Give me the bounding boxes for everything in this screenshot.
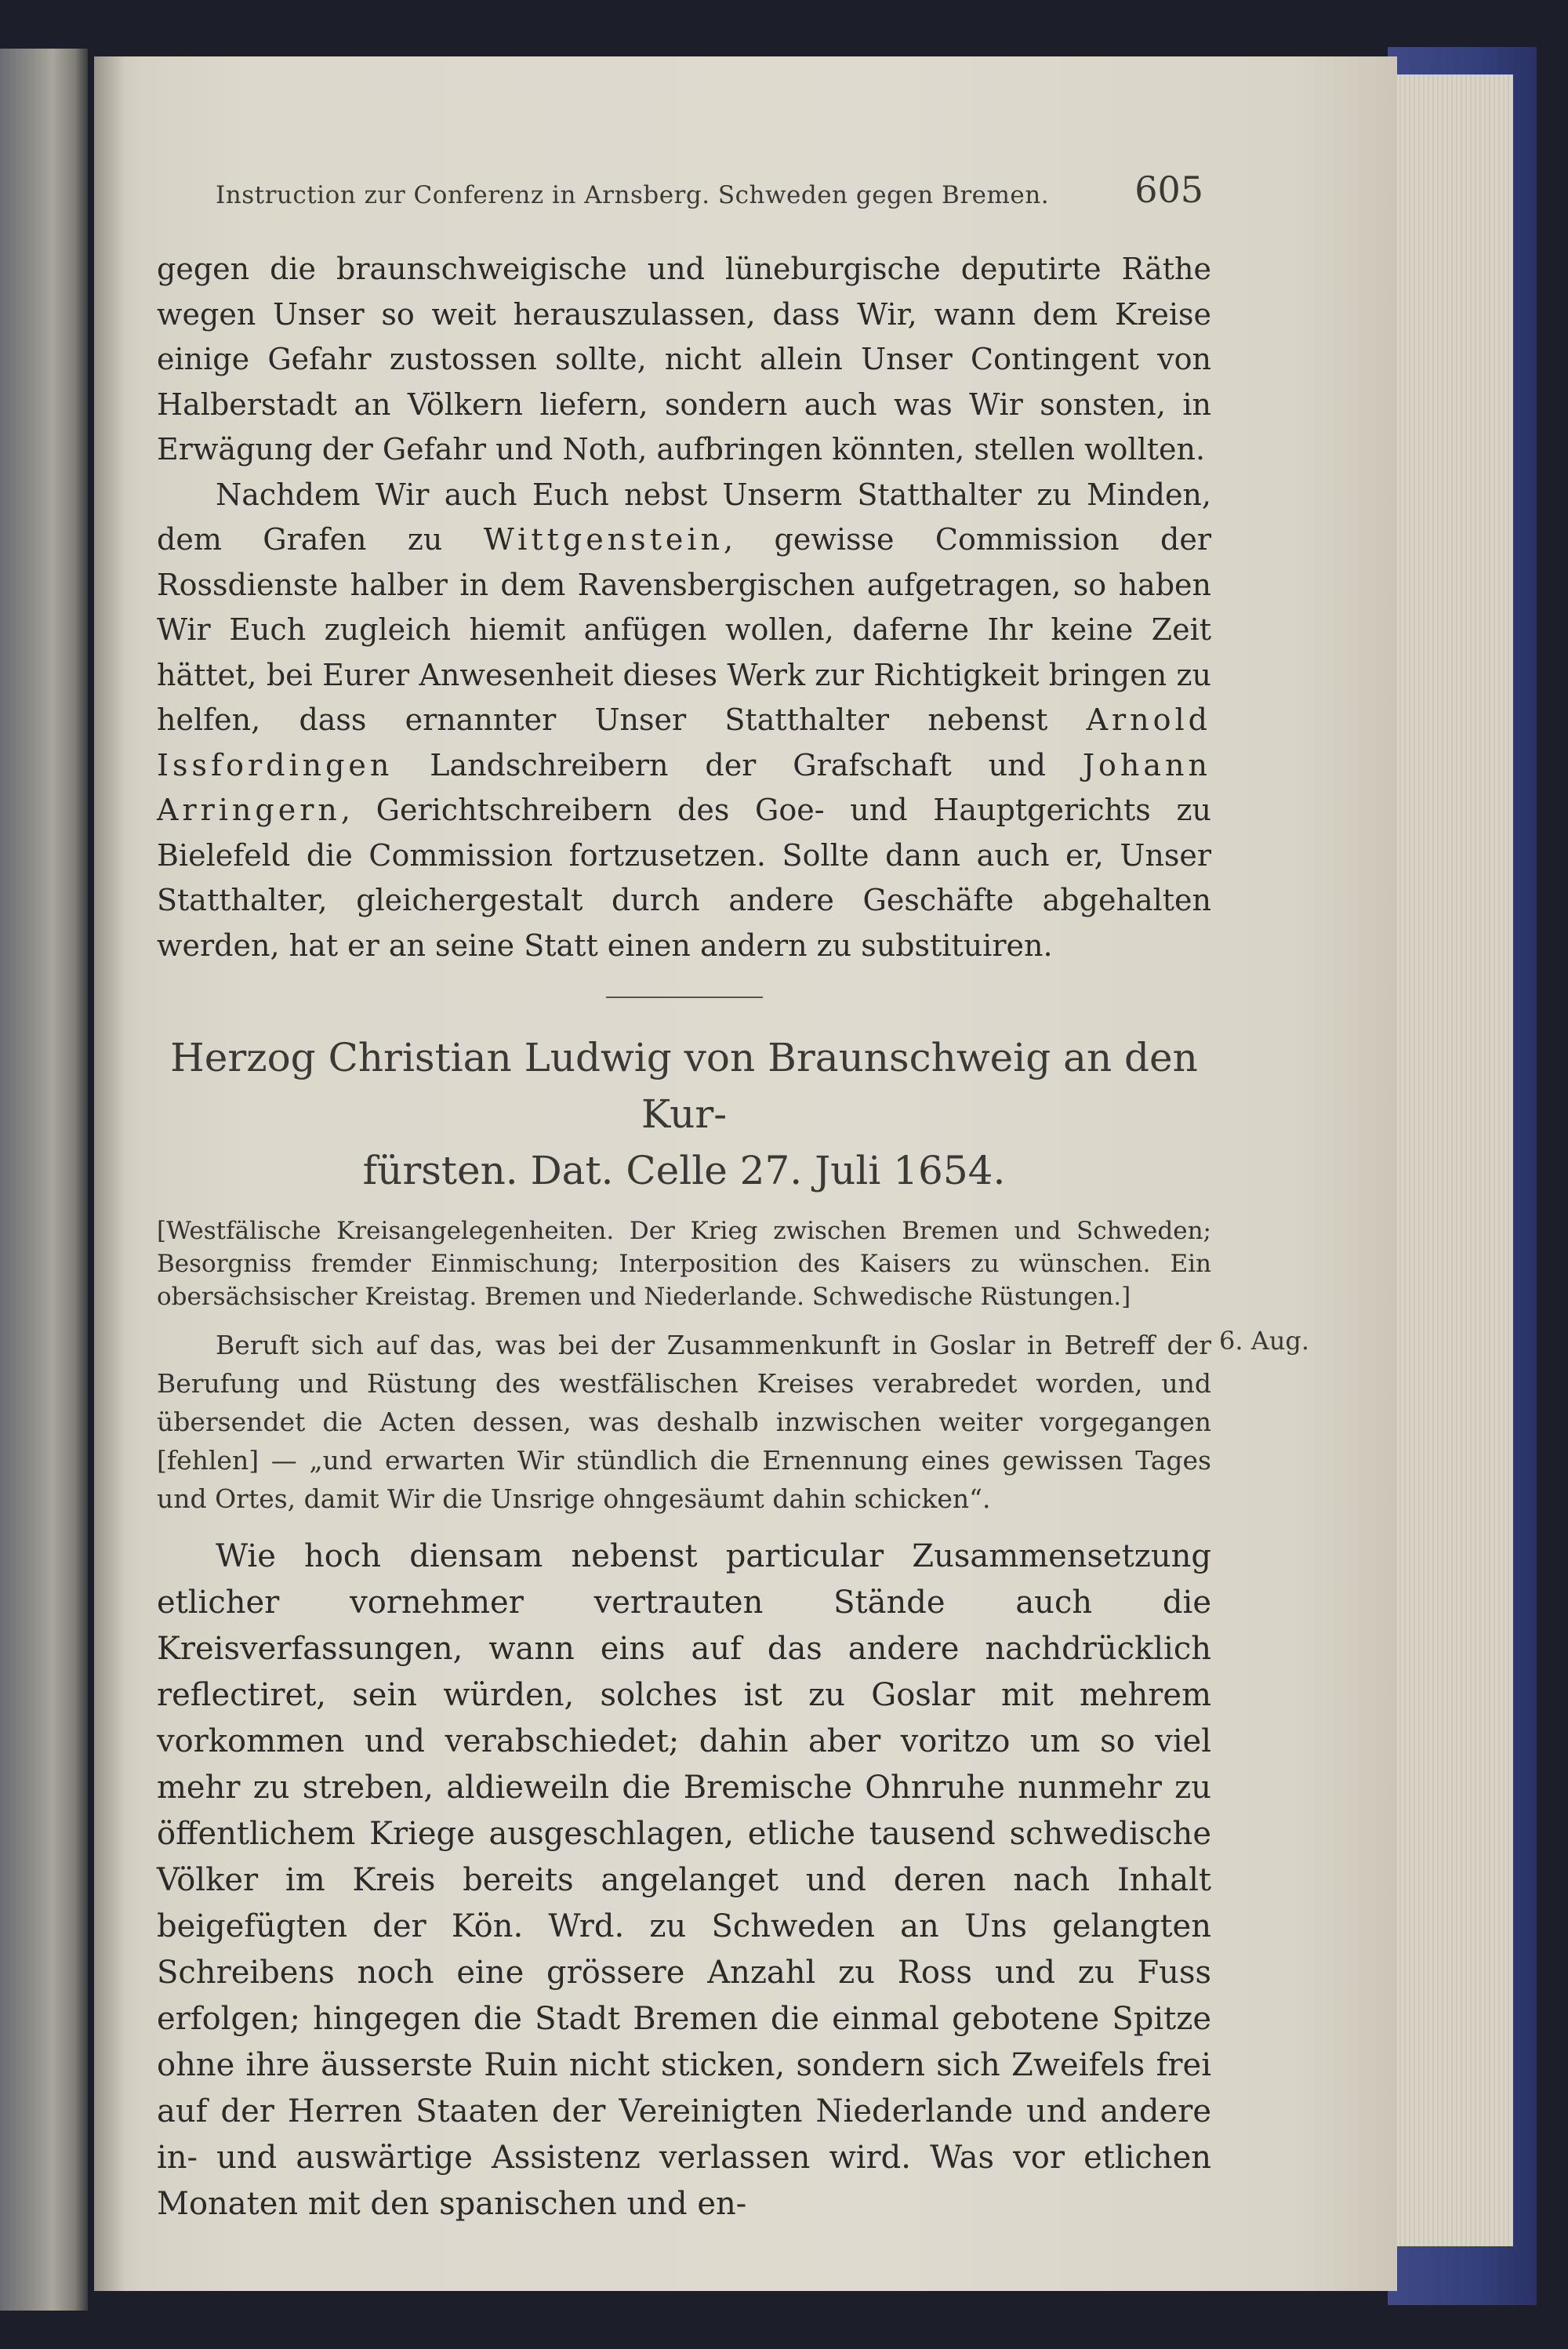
summary-paragraph-block <box>157 1326 1310 1518</box>
running-head <box>157 169 1211 216</box>
left-book-cover <box>0 49 88 2311</box>
page-content <box>157 169 1310 2227</box>
spaced-name: Wittgenstein <box>483 522 724 557</box>
paragraph-continuation: gegen die braunschweigische und lüneburgische deputirte Räthe wegen Unser so weit herauszulassen, dass Wir, wann dem Kreise einige Gefahr zustossen sollte, nicht allein Unser Contingent von Halberstadt an Völkern liefern, sondern auch was Wir sonsten, in Erwägung der Gefahr und Noth, aufbringen könnten, stellen wollten. <box>157 252 1211 467</box>
page-edges <box>1388 74 1513 2246</box>
heading-line-2: fürsten. Dat. Celle 27. Juli 1654. <box>362 1148 1006 1193</box>
summary-bracket: [Westfälische Kreisangelegenheiten. Der Krieg zwischen Bremen und Schweden; Besorgniss fremder Einmischung; Interposition des Kaisers zu wünschen. Ein obersächsischer Kreistag. Bremen und Niederlande. Schwedische Rüstungen.] <box>157 1217 1211 1311</box>
paragraph-text: Nachdem Wir auch Euch nebst Unserm Statthalter zu Minden, dem Grafen zu <box>157 477 1211 557</box>
margin-date-note: 6. Aug. <box>1219 1326 1310 1356</box>
section-divider <box>606 997 763 998</box>
document-heading <box>157 1029 1211 1199</box>
spaced-name: Arnold Issfordingen <box>157 703 1211 782</box>
page-number: 605 <box>1134 169 1203 211</box>
paragraph-text: , Gerichtschreibern des Goe- und Hauptgerichts zu Bielefeld die Commission fortzusetzen. Sollte dann auch er, Unser Statthalter, gleichergestalt durch andere Geschäfte abgehalten werden, hat er an seine Statt einen andern zu substituiren. <box>157 793 1211 963</box>
gutter-shadow <box>94 56 125 2291</box>
paragraph-text: , gewisse Commission der Rossdienste halber in dem Ravensbergischen aufgetragen, so haben Wir Euch zugleich hiemit anfügen wollen, daferne Ihr keine Zeit hättet, bei Eurer Anwesenheit dieses Werk zur Richtigkeit bringen zu helfen, dass ernannter Unser Statthalter nebenst <box>157 522 1211 737</box>
body-paragraph: Wie hoch diensam nebenst particular Zusammensetzung etlicher vornehmer vertrauten Stände auch die Kreisverfassungen, wann eins auf das andere nachdrücklich reflectiret, sein würden, solches ist zu Goslar mit mehrem vorkommen und verabschiedet; dahin aber voritzo um so viel mehr zu streben, aldieweiln die Bremische Ohnruhe nunmehr zu öffentlichem Kriege ausgeschlagen, etliche tausend schwedische Völker im Kreis bereits angelanget und deren nach Inhalt beigefügten der Kön. Wrd. zu Schweden an Uns gelangten Schreibens noch eine grössere Anzahl zu Ross und zu Fuss erfolgen; hingegen die Stadt Bremen die einmal gebotene Spitze ohne ihre äusserste Ruin nicht sticken, sondern sich Zweifels frei auf der Herren Staaten der Vereinigten Niederlande und andere in- und auswärtige Assistenz verlassen wird. Was vor etlichen Monaten mit den spanischen und en- <box>157 1538 1211 2222</box>
spaced-name: Johann Arringern <box>157 747 1211 827</box>
paragraph-commission <box>157 473 1211 969</box>
heading-line-1: Herzog Christian Ludwig von Braunschweig an den Kur- <box>170 1035 1198 1137</box>
paragraph-text: Landschreibern der Grafschaft und <box>393 747 1083 782</box>
running-head-title: Instruction zur Conferenz in Arnsberg. Schweden gegen Bremen. <box>216 181 1050 209</box>
summary-paragraph: Beruft sich auf das, was bei der Zusammenkunft in Goslar in Betreff der Berufung und Rüstung des westfälischen Kreises verabredet worden, und übersendet die Acten dessen, was deshalb inzwischen weiter vorgegangen [fehlen] — „und erwarten Wir stündlich die Ernennung eines gewissen Tages und Ortes, damit Wir die Unsrige ohngesäumt dahin schicken“. <box>157 1330 1211 1514</box>
